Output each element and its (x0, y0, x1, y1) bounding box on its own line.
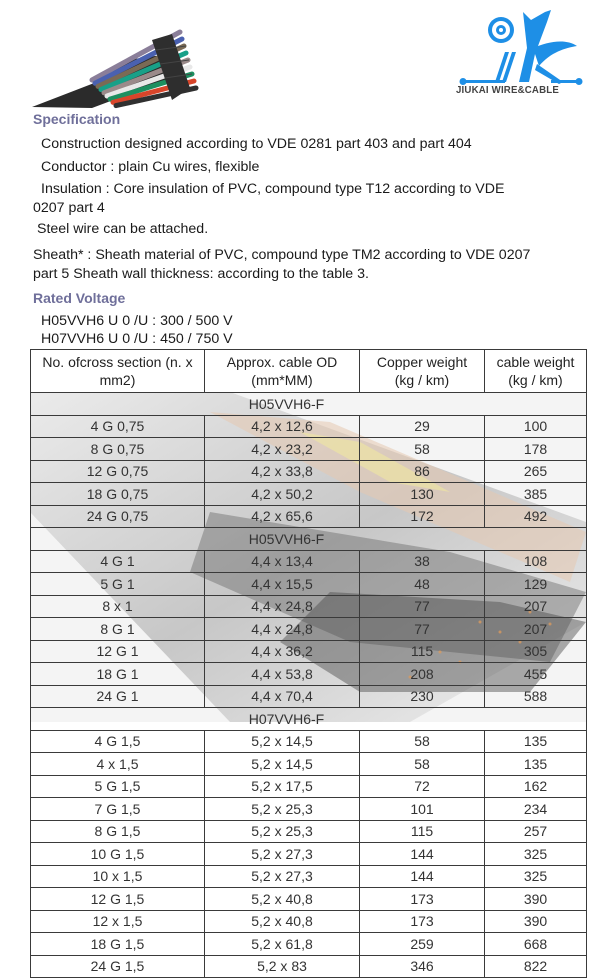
table-row (31, 798, 587, 821)
cell-cable-od: 5,2 x 40,8 (205, 910, 360, 933)
cell-cable-od: 4,4 x 36,2 (205, 640, 360, 663)
cell-copper-weight: 29 (360, 415, 485, 438)
cell-copper-weight: 58 (360, 438, 485, 461)
cell-cross-section: 18 G 0,75 (31, 483, 205, 506)
cell-cable-od: 4,4 x 13,4 (205, 550, 360, 573)
cell-cable-od: 4,2 x 23,2 (205, 438, 360, 461)
col-header-cable-weight: cable weight (kg / km) (485, 350, 587, 393)
cell-cable-weight: 325 (485, 865, 587, 888)
cell-cross-section: 4 G 0,75 (31, 415, 205, 438)
cell-copper-weight: 115 (360, 820, 485, 843)
cell-copper-weight: 38 (360, 550, 485, 573)
cell-cross-section: 4 x 1,5 (31, 753, 205, 776)
table-row (31, 888, 587, 911)
cell-cross-section: 10 x 1,5 (31, 865, 205, 888)
table-row (31, 663, 587, 686)
jiukai-logo-icon (455, 8, 595, 88)
cell-cross-section: 7 G 1,5 (31, 798, 205, 821)
cell-cable-weight: 234 (485, 798, 587, 821)
cell-copper-weight: 72 (360, 775, 485, 798)
cell-copper-weight: 346 (360, 955, 485, 978)
table-row (31, 438, 587, 461)
cell-cable-od: 4,4 x 70,4 (205, 685, 360, 708)
table-row (31, 640, 587, 663)
cell-cross-section: 4 G 1,5 (31, 730, 205, 753)
spec-sheath-cont: part 5 Sheath wall thickness: according to the table 3. (33, 266, 369, 282)
cell-cable-od: 5,2 x 25,3 (205, 820, 360, 843)
table-header-row (31, 350, 587, 393)
cell-cable-weight: 135 (485, 730, 587, 753)
col-header-copper-weight: Copper weight (kg / km) (360, 350, 485, 393)
cell-copper-weight: 77 (360, 618, 485, 641)
cell-cable-weight: 207 (485, 595, 587, 618)
table-row (31, 618, 587, 641)
table-row (31, 933, 587, 956)
table-row (31, 753, 587, 776)
cell-cable-weight: 108 (485, 550, 587, 573)
cell-copper-weight: 173 (360, 888, 485, 911)
table-group-row (31, 528, 587, 551)
table-group-row (31, 393, 587, 416)
brand-name: JIUKAI WIRE&CABLE (456, 84, 559, 96)
table-row (31, 550, 587, 573)
cell-cable-od: 5,2 x 17,5 (205, 775, 360, 798)
table-row (31, 865, 587, 888)
cell-cross-section: 8 G 1 (31, 618, 205, 641)
cell-cable-od: 4,4 x 15,5 (205, 573, 360, 596)
cell-cable-weight: 668 (485, 933, 587, 956)
cell-cable-weight: 100 (485, 415, 587, 438)
cell-cross-section: 12 G 1,5 (31, 888, 205, 911)
cell-cable-weight: 390 (485, 910, 587, 933)
cell-copper-weight: 144 (360, 865, 485, 888)
cell-copper-weight: 230 (360, 685, 485, 708)
cell-cross-section: 12 G 1 (31, 640, 205, 663)
table-row (31, 595, 587, 618)
cell-cable-od: 4,2 x 50,2 (205, 483, 360, 506)
cell-cross-section: 8 G 0,75 (31, 438, 205, 461)
flat-cable-photo-icon (32, 10, 202, 110)
cell-cable-od: 5,2 x 40,8 (205, 888, 360, 911)
table-row (31, 483, 587, 506)
rated-voltage-heading: Rated Voltage (33, 290, 126, 306)
cell-cable-weight: 822 (485, 955, 587, 978)
cell-cross-section: 4 G 1 (31, 550, 205, 573)
cell-copper-weight: 86 (360, 460, 485, 483)
spec-sheath: Sheath* : Sheath material of PVC, compound type TM2 according to VDE 0207 (33, 247, 531, 263)
cell-cross-section: 24 G 1 (31, 685, 205, 708)
table-row (31, 775, 587, 798)
cable-type-label: H05VVH6-F (31, 528, 587, 551)
cell-cross-section: 12 G 0,75 (31, 460, 205, 483)
cell-cable-weight: 207 (485, 618, 587, 641)
table-row (31, 685, 587, 708)
cell-copper-weight: 101 (360, 798, 485, 821)
cell-copper-weight: 259 (360, 933, 485, 956)
cell-cable-od: 5,2 x 14,5 (205, 730, 360, 753)
cell-cable-weight: 135 (485, 753, 587, 776)
cell-cable-od: 4,4 x 53,8 (205, 663, 360, 686)
cell-copper-weight: 115 (360, 640, 485, 663)
table-row (31, 573, 587, 596)
cell-cross-section: 24 G 1,5 (31, 955, 205, 978)
cell-cable-weight: 257 (485, 820, 587, 843)
cell-copper-weight: 77 (360, 595, 485, 618)
cell-copper-weight: 48 (360, 573, 485, 596)
table-group-row (31, 708, 587, 731)
spec-conductor: Conductor : plain Cu wires, flexible (41, 159, 260, 175)
cell-cross-section: 5 G 1 (31, 573, 205, 596)
cable-spec-table (30, 349, 587, 978)
cell-cross-section: 18 G 1 (31, 663, 205, 686)
cell-cable-od: 5,2 x 61,8 (205, 933, 360, 956)
table-row (31, 415, 587, 438)
voltage-h05: H05VVH6 U 0 /U : 300 / 500 V (41, 313, 233, 329)
spec-insulation: Insulation : Core insulation of PVC, compound type T12 according to VDE (41, 181, 505, 197)
col-header-cross-section: No. ofcross section (n. x mm2) (31, 350, 205, 393)
cell-copper-weight: 144 (360, 843, 485, 866)
cell-cable-weight: 385 (485, 483, 587, 506)
cell-cross-section: 8 x 1 (31, 595, 205, 618)
cell-copper-weight: 58 (360, 753, 485, 776)
cell-cable-weight: 455 (485, 663, 587, 686)
cable-type-label: H05VVH6-F (31, 393, 587, 416)
cell-cable-od: 5,2 x 83 (205, 955, 360, 978)
cell-cross-section: 8 G 1,5 (31, 820, 205, 843)
spec-steel-wire: Steel wire can be attached. (37, 221, 209, 237)
cell-cross-section: 10 G 1,5 (31, 843, 205, 866)
cell-copper-weight: 172 (360, 505, 485, 528)
cell-cable-od: 5,2 x 25,3 (205, 798, 360, 821)
cell-cable-weight: 325 (485, 843, 587, 866)
cell-cable-weight: 305 (485, 640, 587, 663)
cell-cable-weight: 162 (485, 775, 587, 798)
cell-cable-weight: 588 (485, 685, 587, 708)
cell-cable-od: 4,4 x 24,8 (205, 595, 360, 618)
specification-heading: Specification (33, 111, 121, 127)
table-row (31, 505, 587, 528)
cell-cable-od: 4,2 x 65,6 (205, 505, 360, 528)
table-row (31, 730, 587, 753)
table-row (31, 460, 587, 483)
table-row (31, 843, 587, 866)
cell-cable-weight: 178 (485, 438, 587, 461)
cell-cross-section: 24 G 0,75 (31, 505, 205, 528)
cell-copper-weight: 208 (360, 663, 485, 686)
cell-cable-od: 4,2 x 12,6 (205, 415, 360, 438)
cell-copper-weight: 173 (360, 910, 485, 933)
cell-cross-section: 12 x 1,5 (31, 910, 205, 933)
cell-cable-od: 5,2 x 14,5 (205, 753, 360, 776)
cell-cable-od: 5,2 x 27,3 (205, 865, 360, 888)
cell-copper-weight: 130 (360, 483, 485, 506)
cell-cross-section: 5 G 1,5 (31, 775, 205, 798)
cell-cable-od: 4,4 x 24,8 (205, 618, 360, 641)
cell-cable-weight: 390 (485, 888, 587, 911)
voltage-h07: H07VVH6 U 0 /U : 450 / 750 V (41, 331, 233, 347)
table-row (31, 910, 587, 933)
cell-cable-od: 5,2 x 27,3 (205, 843, 360, 866)
cable-type-label: H07VVH6-F (31, 708, 587, 731)
cable-product-photo (32, 10, 202, 110)
cell-copper-weight: 58 (360, 730, 485, 753)
cell-cable-weight: 492 (485, 505, 587, 528)
col-header-cable-od: Approx. cable OD (mm*MM) (205, 350, 360, 393)
cell-cable-weight: 265 (485, 460, 587, 483)
table-row (31, 820, 587, 843)
table-row (31, 955, 587, 978)
spec-insulation-cont: 0207 part 4 (33, 200, 105, 216)
cell-cable-od: 4,2 x 33,8 (205, 460, 360, 483)
cell-cable-weight: 129 (485, 573, 587, 596)
spec-construction: Construction designed according to VDE 0281 part 403 and part 404 (41, 136, 472, 152)
cell-cross-section: 18 G 1,5 (31, 933, 205, 956)
